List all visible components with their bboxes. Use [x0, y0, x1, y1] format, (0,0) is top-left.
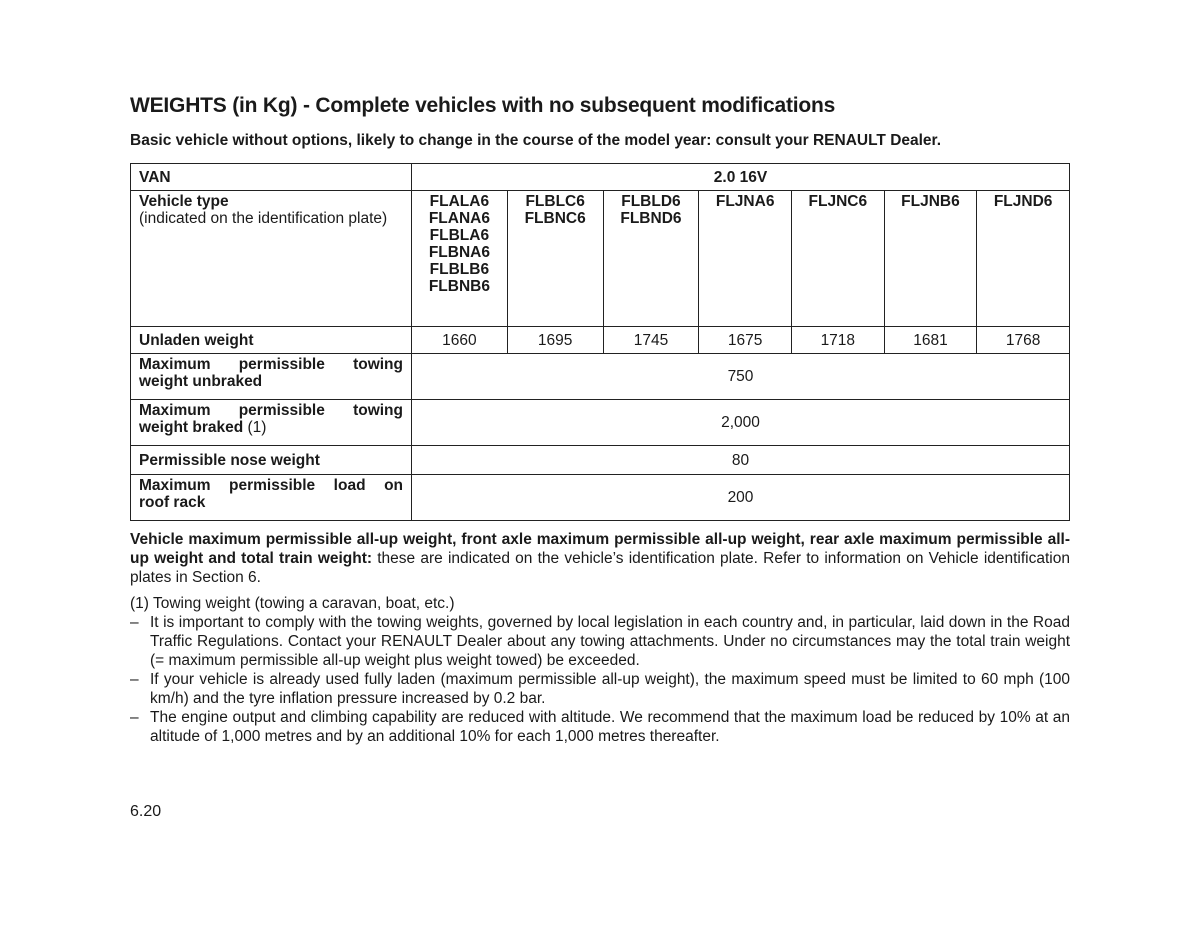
roof-rack-row	[131, 475, 1070, 521]
dash-bullet: –	[130, 614, 139, 631]
roof-rack-value: 200	[412, 475, 1070, 521]
nose-weight-value: 80	[412, 446, 1070, 475]
list-item: – It is important to comply with the towing weights, governed by local legislation in each country and, in particular, laid down in the Road Traffic Regulations. Contact your RENAULT Dealer about any towing attachments. Under no circumstances may the total train weight (= maximum permissible all-up weight plus weight towed) be exceeded.	[130, 614, 1070, 669]
engine-label: 2.0 16V	[412, 164, 1070, 191]
footnote-ref: (1)	[243, 419, 267, 436]
nose-weight-row	[131, 446, 1070, 475]
notes-section	[130, 530, 1070, 746]
vehicle-type-label-cell	[131, 191, 412, 327]
nose-weight-label: Permissible nose weight	[131, 446, 412, 475]
unladen-weight-value: 1695	[507, 327, 603, 354]
vehicle-code: FLJNA6	[715, 193, 775, 210]
vehicle-type-cell	[977, 191, 1070, 327]
towing-braked-label: Maximum permissible towing weight braked (1)	[131, 400, 412, 446]
vehicle-code: FLBLD6	[621, 193, 681, 210]
vehicle-code: FLBNB6	[428, 278, 490, 295]
page-title: WEIGHTS (in Kg) - Complete vehicles with no subsequent modifications	[130, 94, 836, 117]
footnote: (1) Towing weight (towing a caravan, boat, etc.)	[130, 595, 455, 612]
vehicle-type-label: Vehicle type	[139, 193, 229, 210]
vehicle-type-note: (indicated on the identification plate)	[139, 210, 388, 227]
unladen-weight-value: 1768	[977, 327, 1070, 354]
dash-bullet: –	[130, 671, 139, 688]
vehicle-code: FLBND6	[620, 210, 682, 227]
intro-text: these are indicated on the vehicle’s identification plate. Refer to information on Vehicle identification plates in Section 6.	[130, 550, 1070, 586]
towing-braked-value: 2,000	[412, 400, 1070, 446]
vehicle-code: FLBLC6	[525, 193, 585, 210]
weights-intro-paragraph	[130, 530, 1070, 587]
vehicle-type-cell	[603, 191, 699, 327]
vehicle-type-cell	[507, 191, 603, 327]
unladen-weight-value: 1718	[791, 327, 884, 354]
unladen-weight-label: Unladen weight	[131, 327, 412, 354]
unladen-weight-value: 1660	[412, 327, 508, 354]
vehicle-type-cell	[884, 191, 977, 327]
unladen-weight-value: 1675	[699, 327, 792, 354]
table-header-row	[131, 164, 1070, 191]
towing-unbraked-label: Maximum permissible towing weight unbraked	[131, 354, 412, 400]
towing-braked-row	[131, 400, 1070, 446]
page-number: 6.20	[130, 803, 162, 820]
van-label: VAN	[131, 164, 412, 191]
vehicle-type-cell	[412, 191, 508, 327]
vehicle-code: FLBNA6	[428, 244, 490, 261]
list-item: – If your vehicle is already used fully laden (maximum permissible all-up weight), the maximum speed must be limited to 60 mph (100 km/h) and the tyre inflation pressure increased by 0.2 bar.	[130, 671, 1070, 707]
weights-table	[130, 163, 1070, 521]
unladen-weight-value: 1681	[884, 327, 977, 354]
unladen-weight-row	[131, 327, 1070, 354]
towing-notes-list	[130, 613, 1070, 746]
vehicle-type-row	[131, 191, 1070, 327]
vehicle-code: FLJND6	[993, 193, 1053, 210]
vehicle-code: FLJNC6	[808, 193, 868, 210]
vehicle-type-cell	[699, 191, 792, 327]
roof-rack-label: Maximum permissible load on roof rack	[131, 475, 412, 521]
unladen-weight-value: 1745	[603, 327, 699, 354]
vehicle-code: FLANA6	[428, 210, 490, 227]
vehicle-code: FLBNC6	[524, 210, 586, 227]
vehicle-code: FLBLB6	[429, 261, 490, 278]
vehicle-code: FLALA6	[429, 193, 490, 210]
dash-bullet: –	[130, 709, 139, 726]
towing-unbraked-row	[131, 354, 1070, 400]
list-item: – The engine output and climbing capability are reduced with altitude. We recommend that the maximum load be reduced by 10% at an altitude of 1,000 metres and by an additional 10% for each 1,000 metres thereafter.	[130, 709, 1070, 745]
towing-unbraked-value: 750	[412, 354, 1070, 400]
vehicle-code: FLJNB6	[901, 193, 960, 210]
vehicle-code: FLBLA6	[429, 227, 490, 244]
vehicle-type-cell	[791, 191, 884, 327]
intro-bold: Vehicle maximum permissible all-up weight, front axle maximum permissible all-up weight, rear axle maximum permissible all-up weight and total train weight:	[130, 531, 1070, 567]
page-subtitle: Basic vehicle without options, likely to change in the course of the model year: consult your RENAULT Dealer.	[130, 132, 942, 149]
